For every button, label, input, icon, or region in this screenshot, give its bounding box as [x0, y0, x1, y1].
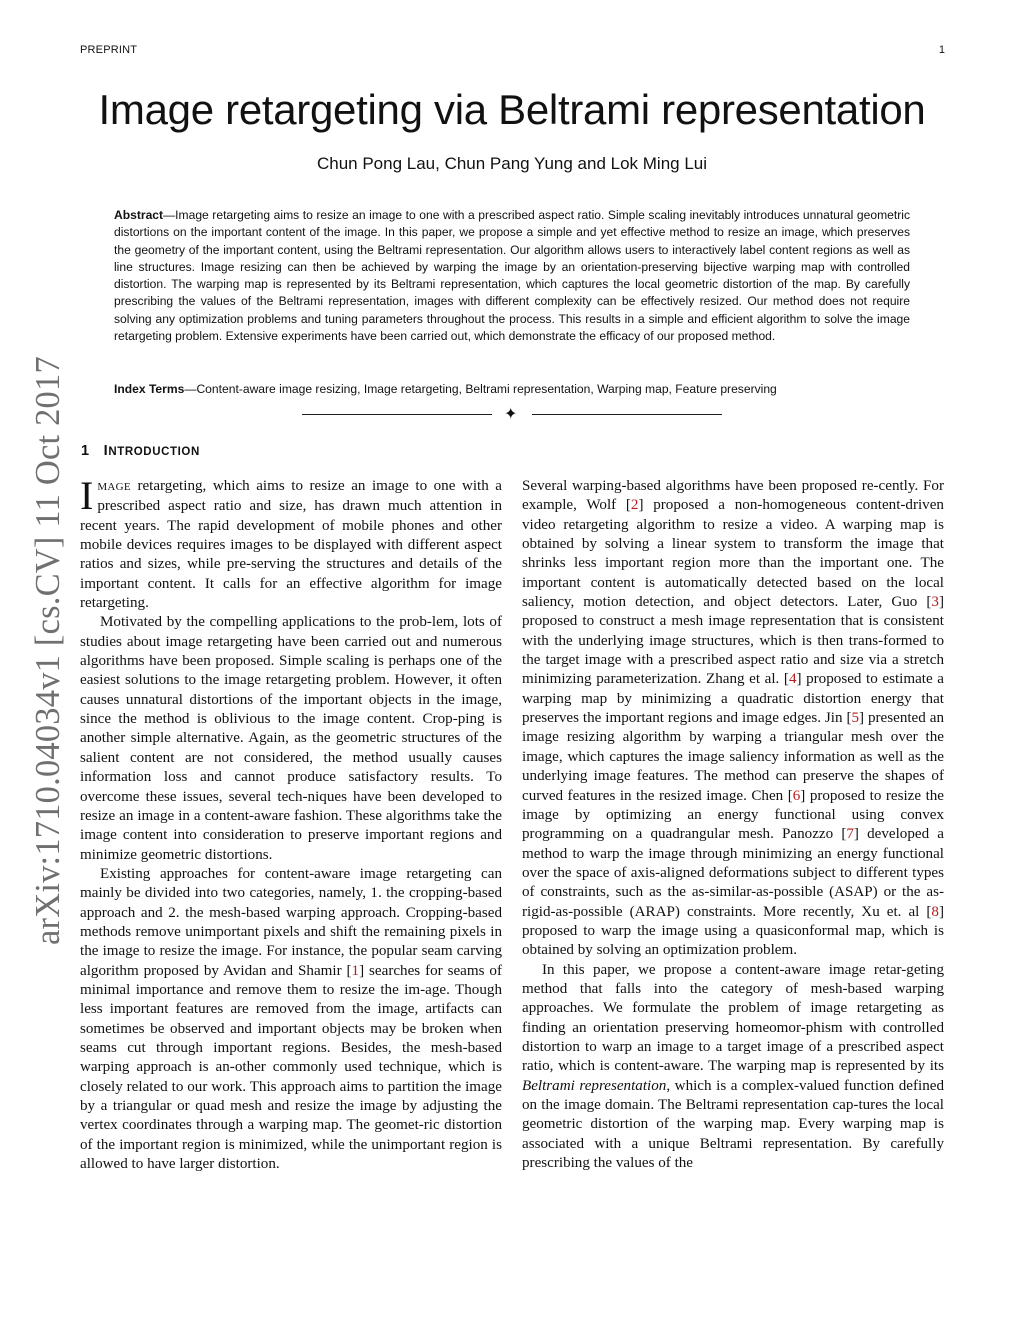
abstract-label: Abstract: [114, 208, 164, 222]
paragraph: [522, 961, 944, 1174]
paragraph: Motivated by the compelling applications to the prob-lem, lots of studies about image retargeting have been carried out and numerous algorithms have been proposed. Simple scaling is perhaps one of the easiest solutions to the image retargeting problem. However, it often causes unnatural distortions of the important objects in the image, since the method is oblivious to the image content. Crop-ping is another simple alternative. Again, as the geometric structures of the salient content are not considered, the method usually causes information loss and cannot produce satisfactory results. To overcome these issues, several tech-niques have been developed to resize an image in a content-aware fashion. These algorithms take the image content into consideration to preserve important regions and minimize geometric distortions.: [80, 614, 502, 863]
paragraph-text: ] presented an image resizing algorithm by warping a triangular mesh over the image, which captures the image saliency information as well as the underlying image features. The method can preserve the shapes of curved features in the resized image. Chen [: [522, 710, 944, 804]
paragraph: [80, 473, 502, 613]
body-column-right: [522, 477, 944, 1173]
paragraph: [522, 477, 944, 961]
section-heading: [81, 443, 200, 459]
paragraph-text: Several warping-based algorithms have been proposed re-cently. For example, Wolf [: [522, 478, 944, 514]
running-head: PREPRINT: [80, 44, 138, 56]
separator-rule-left: [302, 414, 492, 415]
index-terms-label: Index Terms: [114, 382, 185, 396]
abstract: [114, 207, 910, 345]
citation-link[interactable]: 3: [931, 594, 939, 611]
body-column-left: [80, 473, 502, 1174]
paragraph-text: Existing approaches for content-aware image retargeting can mainly be divided into two categories, namely, 1. the cropping-based approach and 2. the mesh-based warping approach. Cropping-based methods remove unimportant pixels and shift the remaining pixels in the image to resize the image. For instance, the popular seam carving algorithm proposed by Avidan and Shamir [: [80, 865, 502, 979]
paper-title: Image retargeting via Beltrami representation: [98, 86, 926, 133]
citation-link[interactable]: 5: [851, 710, 860, 727]
paragraph-text: , which is a complex-valued function defined on the image domain. The Beltrami representation cap-tures the local geometric distortion of the warping map. Every warping map is associated with a unique Beltrami representation. By carefully prescribing the values of the: [522, 1077, 944, 1172]
page-number: 1: [938, 44, 945, 56]
index-terms: [114, 381, 910, 398]
lead-smallcaps: MAGE: [97, 481, 131, 493]
citation-link[interactable]: 6: [792, 787, 801, 804]
section-title-rest: NTRODUCTION: [108, 446, 200, 458]
paragraph: [80, 865, 502, 1175]
paragraph-text: ] searches for seams of minimal importance and remove them to resize the im-age. Though less important features are removed from the image, artifacts can sometimes be observed and important objects may be broken when seams cut through important regions. Besides, the mesh-based warping approach is an-other commonly used technique, which is closely related to our work. This approach aims to partition the image by a triangular or quad mesh and resize the image by adjusting the vertex coordinates through a warping map. The geomet-ric distortion of the important region is minimized, while the unimportant region is allowed to have larger distortion.: [80, 962, 502, 1173]
index-terms-text: —Content-aware image resizing, Image retargeting, Beltrami representation, Warping map, Feature preserving: [184, 382, 777, 396]
paragraph-text: ] proposed to warp the image using a quasiconformal map, which is obtained by solving an optimization problem.: [522, 903, 944, 959]
paragraph-text: ] proposed to estimate a warping map by minimizing a quadratic distortion energy that preserves the important regions and image edges. Jin [: [522, 671, 944, 727]
citation-link[interactable]: 1: [351, 962, 360, 979]
section-separator: [302, 406, 722, 424]
section-title-initial: I: [103, 443, 109, 459]
citation-link[interactable]: 4: [788, 671, 797, 688]
separator-rule-right: [532, 414, 722, 415]
separator-ornament-icon: ✦: [504, 406, 518, 423]
citation-link[interactable]: 8: [931, 903, 939, 920]
citation-link[interactable]: 2: [630, 497, 639, 514]
paragraph-text: ] proposed a non-homogeneous content-driven video retargeting algorithm to resize a video. A warping map is obtained by solving a linear system to transform the image that shrinks less important region more than the important one. The important content is automatically detected based on the local saliency, motion detection, and object detectors. Later, Guo [: [522, 497, 944, 611]
paragraph-text: ] developed a method to warp the image through minimizing an energy functional over the space of axis-aligned deformations subject to different types of constraints, such as the as-similar-as-possible (ASAP) or the as-rigid-as-possible (ARAP) constraints. More recently, Xu et. al [: [522, 826, 944, 920]
arxiv-stamp: arXiv:1710.04034v1 [cs.CV] 11 Oct 2017: [29, 356, 67, 945]
citation-link[interactable]: 7: [846, 826, 854, 843]
abstract-text: —Image retargeting aims to resize an image to one with a prescribed aspect ratio. Simple scaling inevitably introduces unnatural geometric distortions on the important content of the image. In this paper, we propose a simple and yet effective method to resize an image, which preserves the geometry of the important content, using the Beltrami representation. Our algorithm allows users to interactively label content regions as well as line structures. Image resizing can then be achieved by warping the image by an orientation-preserving bijective warping map with controlled distortion. The warping map is represented by its Beltrami representation, which captures the local geometric distortion of the map. By carefully prescribing the values of the Beltrami representation, images with different complexity can be effectively resized. Our method does not require solving any optimization problems and tuning parameters throughout the process. This results in a simple and efficient algorithm to solve the image retargeting problem. Extensive experiments have been carried out, which demonstrate the efficacy of our proposed method.: [114, 208, 910, 344]
paper-authors: Chun Pong Lau, Chun Pang Yung and Lok Ming Lui: [316, 154, 708, 173]
emphasis-term: Beltrami representation: [522, 1077, 667, 1094]
paragraph-text: retargeting, which aims to resize an image to one with a prescribed aspect ratio and size, has drawn much attention in recent years. The rapid development of mobile phones and other mobile devices requires images to be displayed with different aspect ratios and sizes, while pre-serving the structures and details of the important content. It calls for an effective algorithm for image retargeting.: [80, 478, 502, 612]
paragraph-text: In this paper, we propose a content-aware image retar-geting method that falls into the category of mesh-based warping approaches. We formulate the problem of image retargeting as finding an orientation preserving homeomor-phism with controlled distortion to warp an image to a target image of a prescribed aspect ratio, which is content-aware. The warping map is represented by its: [522, 961, 944, 1075]
drop-cap: I: [80, 473, 94, 518]
section-number: 1: [81, 443, 90, 459]
paragraph-text: ] proposed to resize the image by optimizing an energy functional using convex programming on a quadrangular mesh. Panozzo [: [522, 787, 945, 843]
paragraph-text: ] proposed to construct a mesh image representation that is consistent with the underlying image structures, which is then trans-formed to the target image with a prescribed aspect ratio and size via a stretch minimizing parameterization. Zhang et al. [: [522, 594, 944, 688]
